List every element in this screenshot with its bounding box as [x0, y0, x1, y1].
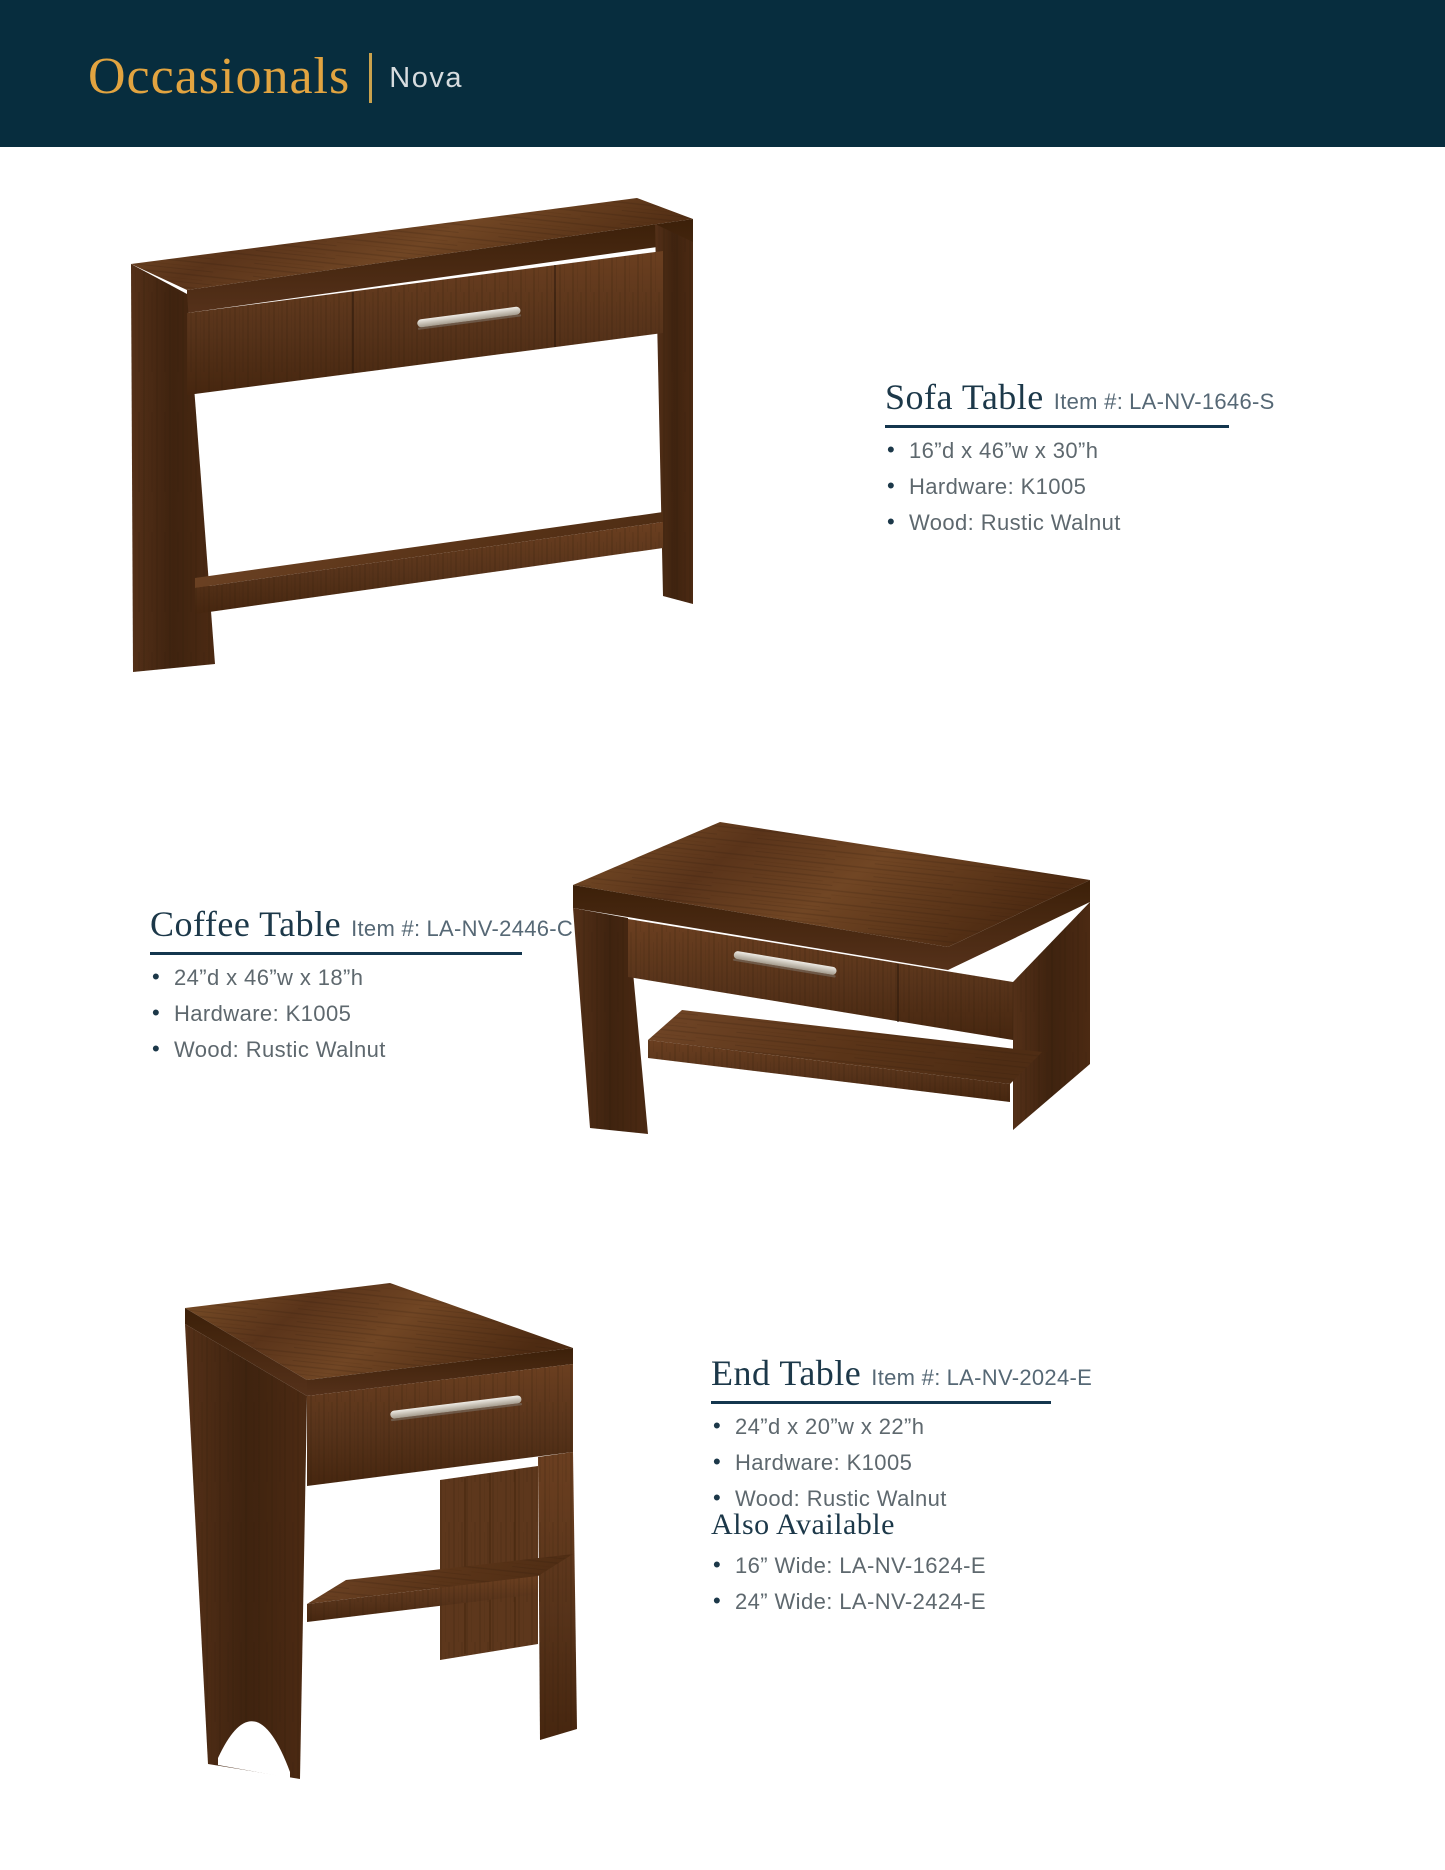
- title-divider: [369, 53, 372, 103]
- sofa-table-heading: [885, 376, 1275, 428]
- coffee-table-heading: [150, 903, 574, 955]
- series-name: Nova: [389, 62, 463, 94]
- sofa-bottom-shelf: [195, 512, 663, 614]
- coffee-right-panel: [1013, 902, 1090, 1130]
- spec-list: [150, 966, 522, 1061]
- product-item-ref: Item #: LA-NV-1646-S: [1053, 389, 1275, 414]
- spec-item: • 16”d x 46”w x 30”h: [885, 439, 1229, 462]
- end-table-section: [711, 1352, 1093, 1523]
- also-available-list: [711, 1554, 1051, 1613]
- end-table-photo: [140, 1282, 585, 1782]
- spec-item: • Wood: Rustic Walnut: [885, 511, 1229, 534]
- spec-list: [885, 439, 1229, 534]
- sofa-table-photo: [103, 172, 703, 682]
- spec-item: • Wood: Rustic Walnut: [711, 1487, 1051, 1510]
- spec-item: • 24”d x 20”w x 22”h: [711, 1415, 1051, 1438]
- end-right-stile: [538, 1452, 577, 1740]
- product-item-ref: Item #: LA-NV-2446-C: [351, 916, 574, 941]
- product-item-number: LA-NV-1646-S: [1129, 389, 1275, 414]
- product-name: Coffee Table: [150, 904, 342, 944]
- coffee-table-section: [150, 903, 574, 1074]
- spec-item: • 24”d x 46”w x 18”h: [150, 966, 522, 989]
- product-item-ref: Item #: LA-NV-2024-E: [871, 1365, 1093, 1390]
- spec-item: • Wood: Rustic Walnut: [150, 1038, 522, 1061]
- page-title: Occasionals: [88, 47, 351, 105]
- coffee-table-photo: [478, 812, 1103, 1142]
- spec-item: • Hardware: K1005: [711, 1451, 1051, 1474]
- also-available-title: Also Available: [711, 1508, 895, 1541]
- spec-item: • Hardware: K1005: [150, 1002, 522, 1025]
- end-table-heading: [711, 1352, 1093, 1404]
- product-name: End Table: [711, 1353, 862, 1393]
- also-available-item: • 16” Wide: LA-NV-1624-E: [711, 1554, 1051, 1577]
- also-available-item: • 24” Wide: LA-NV-2424-E: [711, 1590, 1051, 1613]
- product-item-number: LA-NV-2446-C: [426, 916, 574, 941]
- also-available-section: [711, 1508, 1051, 1626]
- spec-item: • Hardware: K1005: [885, 475, 1229, 498]
- end-left-panel: [185, 1324, 307, 1779]
- product-name: Sofa Table: [885, 377, 1044, 417]
- spec-list: [711, 1415, 1051, 1510]
- page-header: [0, 0, 1445, 147]
- sofa-table-section: [885, 376, 1275, 547]
- product-item-number: LA-NV-2024-E: [946, 1365, 1093, 1390]
